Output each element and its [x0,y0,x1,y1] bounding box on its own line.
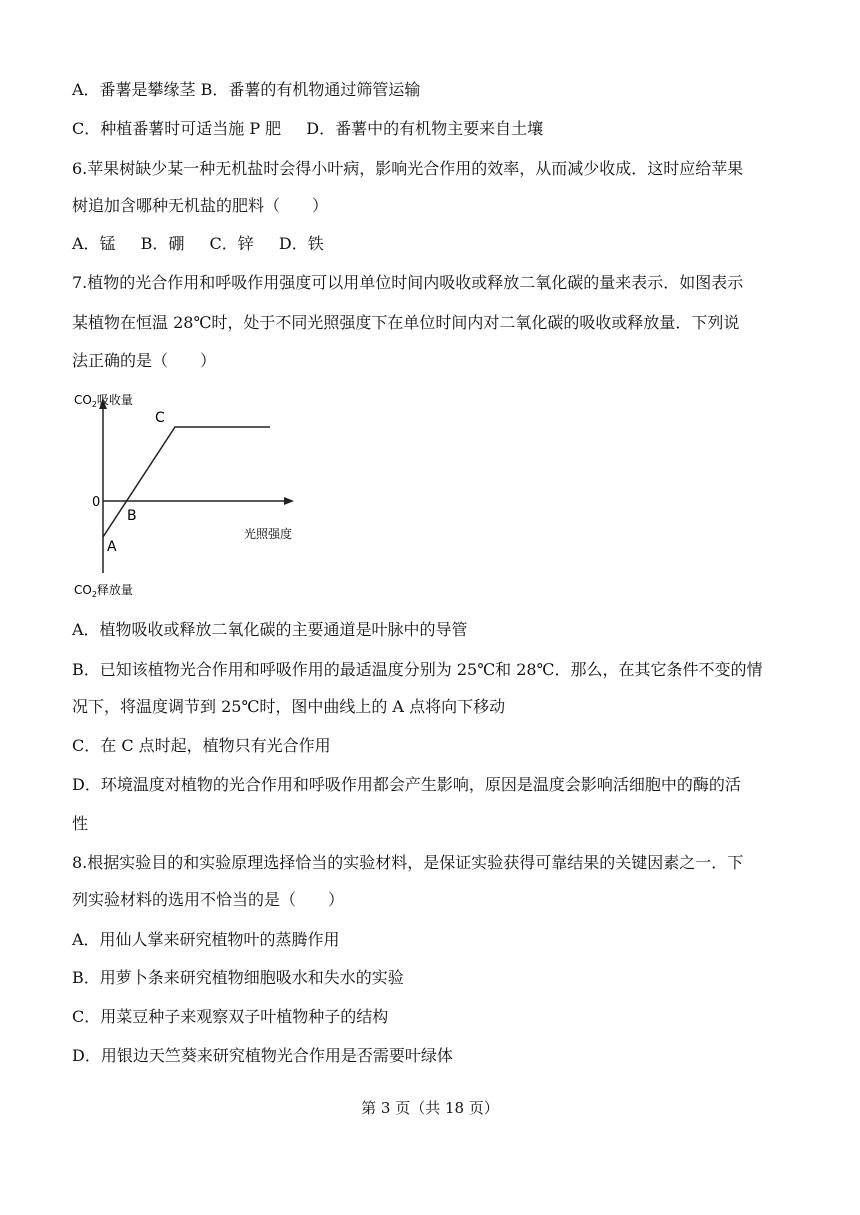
q5-option-b: B．番薯的有机物通过筛管运输 [200,80,421,99]
point-c-label: C [155,410,165,426]
point-b-label: B [127,508,137,524]
y-axis-label-bottom: $CO_2$释放量 [74,583,133,599]
point-a-label: A [107,539,117,555]
q7-option-b-line-1: B．已知该植物光合作用和呼吸作用的最适温度分别为 25℃和 28℃．那么，在其它条件不变的情 [72,660,763,679]
q5-options-row-1 [72,80,420,100]
q8-option-a: A．用仙人掌来研究植物叶的蒸腾作用 [72,930,340,949]
x-axis-label: 光照强度 [244,527,293,541]
q7-option-a: A．植物吸收或释放二氧化碳的主要通道是叶脉中的导管 [72,620,468,639]
q8-option-b: B．用萝卜条来研究植物细胞吸水和失水的实验 [72,968,404,987]
q7-stem-line-3: 法正确的是（ ） [72,351,217,370]
x-axis-arrow [284,497,294,505]
q7-option-c: C．在 C 点时起，植物只有光合作用 [72,736,331,755]
q7-stem-line-1: 7.植物的光合作用和呼吸作用强度可以用单位时间内吸收或释放二氧化碳的量来表示．如图表示 [72,273,744,292]
q7-option-d-line-1: D．环境温度对植物的光合作用和呼吸作用都会产生影响，原因是温度会影响活细胞中的酶的活 [72,775,741,794]
q5-option-c: C．种植番薯时可适当施 P 肥 [72,119,282,138]
q6-options [72,234,324,254]
page-footer: 第 3 页（共 18 页） [361,1099,499,1117]
q7-stem-line-2: 某植物在恒温 28℃时，处于不同光照强度下在单位时间内对二氧化碳的吸收或释放量．下列说 [72,313,740,332]
q8-option-c: C．用菜豆种子来观察双子叶植物种子的结构 [72,1007,389,1026]
q5-option-d: D．番薯中的有机物主要来自土壤 [306,119,544,138]
q6-option-c: C．锌 [209,234,254,253]
q7-option-d-line-2: 性 [72,814,89,833]
origin-label: 0 [92,495,101,510]
q7-option-b-line-2: 况下，将温度调节到 25℃时，图中曲线上的 A 点将向下移动 [72,697,506,716]
q6-option-b: B．硼 [140,234,185,253]
co2-light-curve-svg [68,385,328,610]
y-axis-label-top: $CO_2$吸收量 [74,393,133,409]
q6-option-a: A．锰 [72,234,116,253]
q5-options-row-2 [72,119,543,139]
co2-light-figure [68,385,328,610]
q8-stem-line-1: 8.根据实验目的和实验原理选择恰当的实验材料，是保证实验获得可靠结果的关键因素之一．下 [72,853,744,872]
q5-option-a: A．番薯是攀缘茎 [72,80,196,99]
q6-option-d: D．铁 [278,234,324,253]
q6-stem-line-1: 6.苹果树缺少某一种无机盐时会得小叶病，影响光合作用的效率，从而减少收成．这时应给苹果 [72,159,744,178]
q8-stem-line-2: 列实验材料的选用不恰当的是（ ） [72,890,345,909]
q6-stem-line-2: 树追加含哪种无机盐的肥料（ ） [72,196,329,215]
q8-option-d: D．用银边天竺葵来研究植物光合作用是否需要叶绿体 [72,1046,453,1065]
